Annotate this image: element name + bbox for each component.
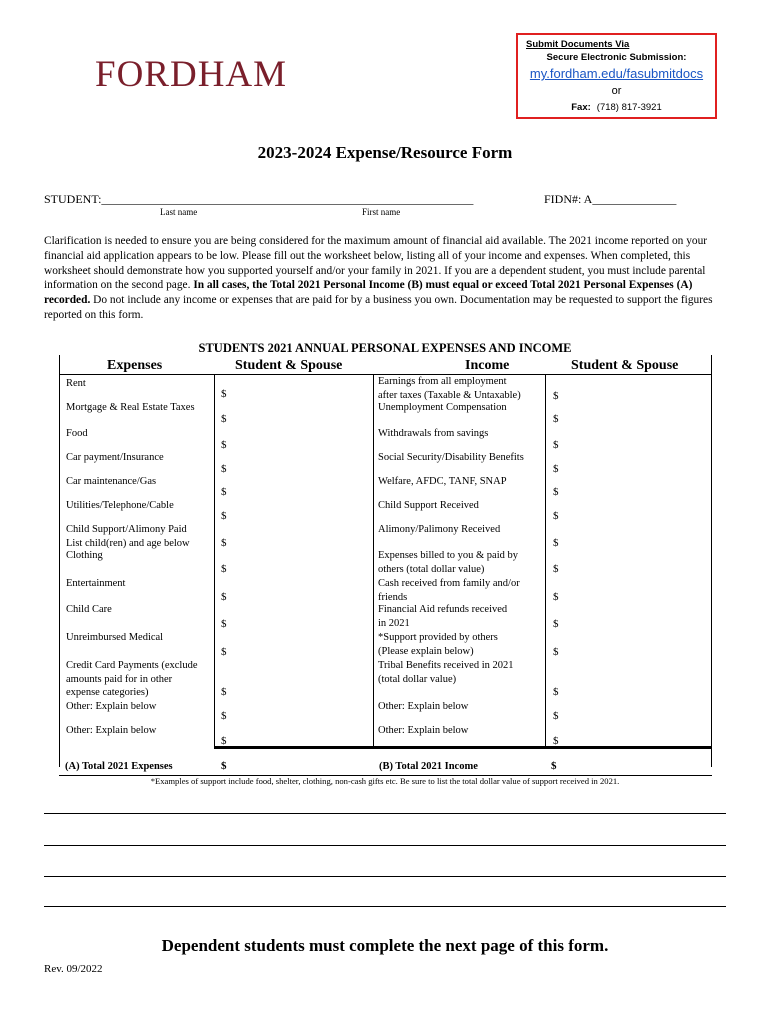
expenses-header: Expenses xyxy=(107,358,163,373)
expense-label: Utilities/Telephone/Cable xyxy=(66,500,174,511)
income-amount-field[interactable]: $ xyxy=(553,618,559,630)
income-label: Earnings from all employment after taxes (Taxable & Untaxable) xyxy=(378,376,521,401)
expense-amount-field[interactable]: $ xyxy=(221,413,227,425)
income-amount-field[interactable]: $ xyxy=(553,591,559,603)
explain-line-2[interactable] xyxy=(44,845,726,846)
expense-amount-field[interactable]: $ xyxy=(221,439,227,451)
fidn-field[interactable]: FIDN#: A______________ xyxy=(544,192,677,206)
intro-bold-rule: In all cases, the Total 2021 Personal Income (B) must equal or exceed Total 2021 Personal Expenses (A) recorded. xyxy=(44,279,693,307)
expense-label: Credit Card Payments (exclude amounts paid for in other expense categories) xyxy=(66,660,198,698)
income-label: Financial Aid refunds received in 2021 xyxy=(378,604,508,629)
explain-line-1[interactable] xyxy=(44,813,726,814)
expense-amount-field[interactable]: $ xyxy=(221,618,227,630)
expense-label: Other: Explain below xyxy=(66,725,157,736)
income-amount-field[interactable]: $ xyxy=(553,463,559,475)
income-amount-field[interactable]: $ xyxy=(553,413,559,425)
submit-documents-box xyxy=(516,33,717,119)
table-title: STUDENTS 2021 ANNUAL PERSONAL EXPENSES AND INCOME xyxy=(198,341,572,355)
expense-label: Clothing xyxy=(66,550,103,561)
form-title: 2023-2024 Expense/Resource Form xyxy=(257,143,513,162)
revision-date: Rev. 09/2022 xyxy=(44,963,103,975)
expense-label: Unreimbursed Medical xyxy=(66,632,164,643)
total-expenses-label: (A) Total 2021 Expenses xyxy=(65,761,173,772)
expense-label: Entertainment xyxy=(66,578,126,589)
income-label: Other: Explain below xyxy=(378,725,469,736)
expense-label: Other: Explain below xyxy=(66,701,157,712)
income-label: Alimony/Palimony Received xyxy=(378,524,501,535)
submit-heading: Submit Documents Via xyxy=(526,39,630,50)
income-label: Welfare, AFDC, TANF, SNAP xyxy=(378,476,507,487)
fax-number: (718) 817-3921 xyxy=(596,102,662,113)
expense-label: Mortgage & Real Estate Taxes xyxy=(66,402,195,413)
expense-label: Child Support/Alimony Paid List child(ren) and age below xyxy=(66,524,190,549)
expense-amount-field[interactable]: $ xyxy=(221,686,227,698)
submit-url-link[interactable]: my.fordham.edu/fasubmitdocs xyxy=(529,66,704,81)
expense-label: Child Care xyxy=(66,604,112,615)
income-amount-field[interactable]: $ xyxy=(553,710,559,722)
income-label: Unemployment Compensation xyxy=(378,402,507,413)
expense-label: Car payment/Insurance xyxy=(66,452,164,463)
dependent-notice: Dependent students must complete the next page of this form. xyxy=(161,936,609,955)
income-amount-field[interactable]: $ xyxy=(553,735,559,747)
intro-paragraph xyxy=(44,234,720,323)
income-amount-field[interactable]: $ xyxy=(553,510,559,522)
explain-line-3[interactable] xyxy=(44,876,726,877)
expense-amount-field[interactable]: $ xyxy=(221,710,227,722)
expense-label: Food xyxy=(66,428,88,439)
col-divider-1 xyxy=(214,374,215,746)
income-amount-field[interactable]: $ xyxy=(553,563,559,575)
income-label: Withdrawals from savings xyxy=(378,428,489,439)
fax-line xyxy=(518,102,715,113)
student-name-field[interactable]: STUDENT:______________________________________________________________ xyxy=(44,192,474,206)
income-header: Income xyxy=(465,358,510,373)
expense-amount-field[interactable]: $ xyxy=(221,735,227,747)
table-border-right xyxy=(711,355,712,767)
income-label: Tribal Benefits received in 2021 (total dollar value) xyxy=(378,660,514,685)
income-label: *Support provided by others (Please explain below) xyxy=(378,632,498,657)
expense-amount-field[interactable]: $ xyxy=(221,510,227,522)
income-amount-field[interactable]: $ xyxy=(553,439,559,451)
col-divider-2 xyxy=(373,374,374,746)
income-label: Expenses billed to you & paid by others (total dollar value) xyxy=(378,550,518,575)
total-divider xyxy=(214,746,712,749)
intro-text-1: Clarification is needed to ensure you are being considered for the maximum amount of financial aid available. The 2021 income reported on your financial aid application appears to be low. Please fill out the worksheet below, listing all of your income and expenses. When completed, this worksheet should demonstrate how you supported yourself and/or your family in 2021. If you are a dependent student, you must include parental information on the second page. xyxy=(44,235,708,292)
income-label: Social Security/Disability Benefits xyxy=(378,452,524,463)
expense-amount-field[interactable]: $ xyxy=(221,486,227,498)
expense-amount-field[interactable]: $ xyxy=(221,563,227,575)
income-amount-field[interactable]: $ xyxy=(553,486,559,498)
expense-amount-field[interactable]: $ xyxy=(221,537,227,549)
col-divider-3 xyxy=(545,374,546,746)
footnote: *Examples of support include food, shelter, clothing, non-cash gifts etc. Be sure to list the total dollar value of support received in 2021. xyxy=(150,776,620,786)
expense-amount-field[interactable]: $ xyxy=(221,388,227,400)
student-spouse-header-1: Student & Spouse xyxy=(235,358,343,373)
last-name-label: Last name xyxy=(160,207,198,217)
total-expenses-dollar[interactable]: $ xyxy=(221,760,227,772)
intro-text-2: Do not include any income or expenses that are paid for by a business you own. Documentation may be requested to support the figures reported on this form. xyxy=(44,294,713,321)
income-amount-field[interactable]: $ xyxy=(553,390,559,402)
income-label: Cash received from family and/or friends xyxy=(378,578,520,603)
student-spouse-header-2: Student & Spouse xyxy=(571,358,679,373)
expense-amount-field[interactable]: $ xyxy=(221,463,227,475)
income-label: Other: Explain below xyxy=(378,701,469,712)
first-name-label: First name xyxy=(362,207,401,217)
expense-label: Rent xyxy=(66,378,86,389)
submit-or: or xyxy=(611,85,622,97)
table-border-left xyxy=(59,355,60,767)
fordham-logo: FORDHAM xyxy=(95,54,288,95)
expense-label: Car maintenance/Gas xyxy=(66,476,157,487)
total-income-dollar[interactable]: $ xyxy=(551,760,557,772)
income-label: Child Support Received xyxy=(378,500,479,511)
explain-line-4[interactable] xyxy=(44,906,726,907)
expense-amount-field[interactable]: $ xyxy=(221,591,227,603)
fax-label: Fax: xyxy=(571,102,591,113)
income-amount-field[interactable]: $ xyxy=(553,646,559,658)
total-income-label: (B) Total 2021 Income xyxy=(379,761,478,772)
expense-amount-field[interactable]: $ xyxy=(221,646,227,658)
income-amount-field[interactable]: $ xyxy=(553,686,559,698)
expense-income-table xyxy=(59,355,712,775)
submit-method: Secure Electronic Submission: xyxy=(546,52,687,63)
income-amount-field[interactable]: $ xyxy=(553,537,559,549)
